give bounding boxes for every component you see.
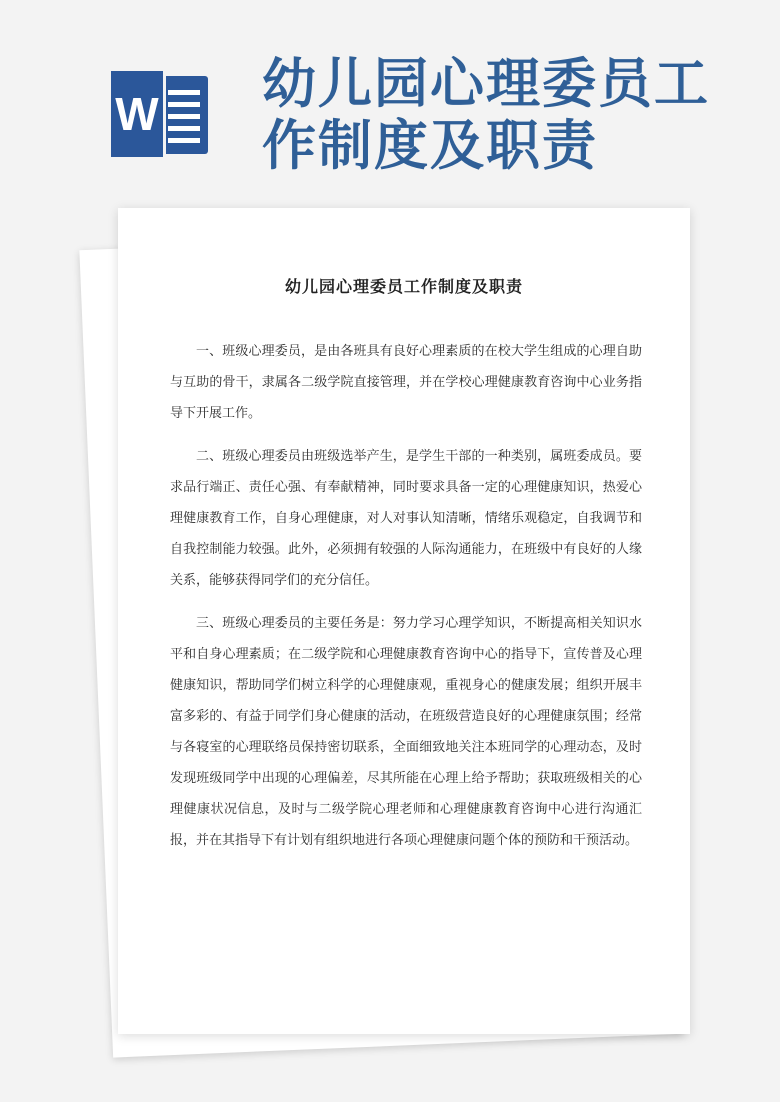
word-icon-line xyxy=(168,102,200,107)
paragraph-1: 一、班级心理委员，是由各班具有良好心理素质的在校大学生组成的心理自助与互助的骨干，隶属各二级学院直接管理，并在学校心理健康教育咨询中心业务指导下开展工作。 xyxy=(170,344,642,421)
word-document-icon xyxy=(108,68,212,160)
word-icon-line xyxy=(168,114,200,119)
word-icon-badge: W xyxy=(108,68,166,160)
page-title: 幼儿园心理委员工作制度及职责 xyxy=(262,51,710,177)
word-icon-line xyxy=(168,138,200,143)
paragraph-3: 三、班级心理委员的主要任务是：努力学习心理学知识，不断提高相关知识水平和自身心理素质；在二级学院和心理健康教育咨询中心的指导下，宣传普及心理健康知识，帮助同学们树立科学的心理健康观，重视身心的健康发展；组织开展丰富多彩的、有益于同学们身心健康的活动，在班级营造良好的心理健康氛围；经常与各寝室的心理联络员保持密切联系，全面细致地关注本班同学的心理动态，及时发现班级同学中出现的心理偏差，尽其所能在心理上给予帮助；获取班级相关的心理健康状况信息，及时与二级学院心理老师和心理健康教育咨询中心进行沟通汇报，并在其指导下有计划有组织地进行各项心理健康问题个体的预防和干预活动。 xyxy=(170,616,642,848)
paragraph-2: 二、班级心理委员由班级选举产生，是学生干部的一种类别，属班委成员。要求品行端正、责任心强、有奉献精神，同时要求具备一定的心理健康知识，热爱心理健康教育工作，自身心理健康，对人对事认知清晰，情绪乐观稳定，自我调节和自我控制能力较强。此外，必须拥有较强的人际沟通能力，在班级中有良好的人缘关系，能够获得同学们的充分信任。 xyxy=(170,449,642,588)
document-body xyxy=(170,336,642,868)
word-icon-line xyxy=(168,90,200,95)
word-icon-line xyxy=(168,126,200,131)
header xyxy=(0,0,780,200)
document-title: 幼儿园心理委员工作制度及职责 xyxy=(284,277,523,296)
document-sheet xyxy=(118,208,690,1034)
